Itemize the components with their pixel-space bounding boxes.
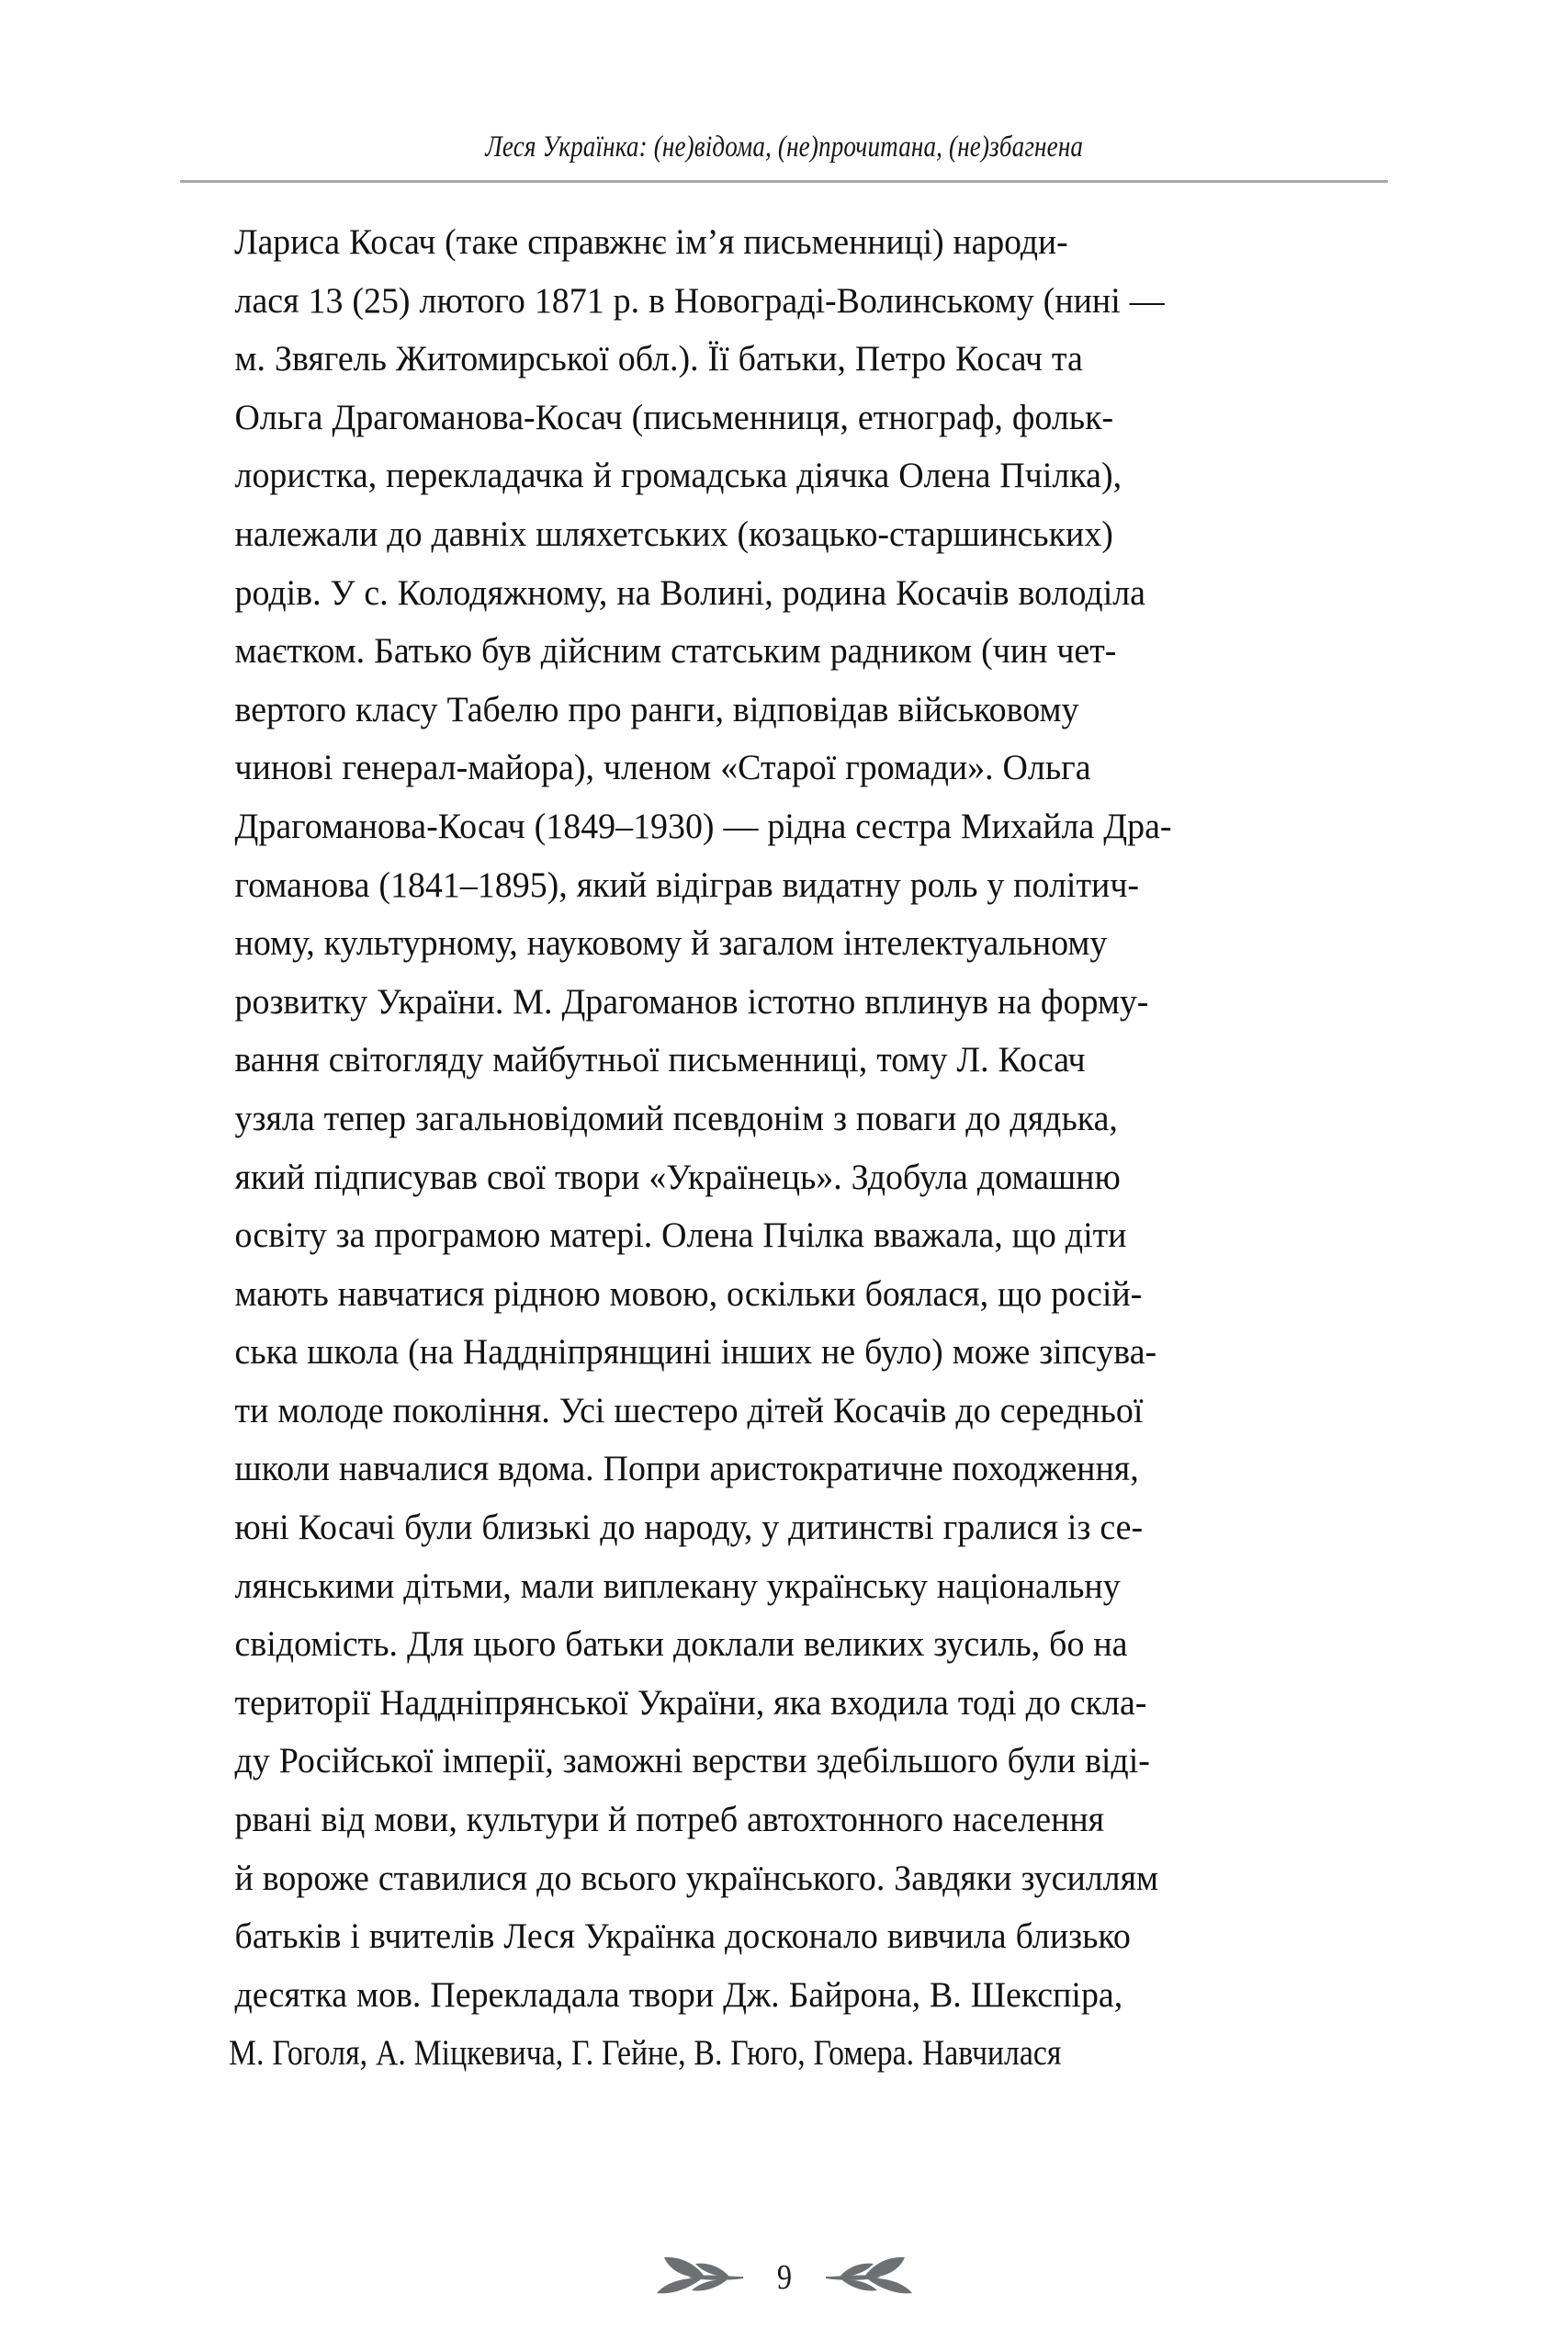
body-paragraph [180, 213, 1383, 2083]
body-line: Драгоманова-Косач (1849–1930) — рідна сестра Михайла Дра- [234, 805, 1172, 846]
body-line: гоманова (1841–1895), який відіграв видатну роль у політич- [234, 864, 1140, 905]
body-line: Лариса Косач (таке справжнє ім’я письменниці) народи- [234, 221, 1068, 262]
body-line: вання світогляду майбутньої письменниці, тому Л. Косач [234, 1039, 1086, 1080]
body-line: свідомість. Для цього батьки доклали великих зусиль, бо на [234, 1623, 1128, 1665]
page-number: 9 [776, 2258, 792, 2297]
body-line: рвані від мови, культури й потреб автохтонного населення [234, 1799, 1105, 1840]
running-head-title: Леся Українка: (не)відома, (не)прочитана, (не)збагнена [485, 130, 1083, 164]
body-line: школи навчалися вдома. Попри аристократичне походження, [234, 1448, 1139, 1489]
body-line: лянськими дітьми, мали виплекану українську національну [234, 1565, 1121, 1606]
body-line: М. Гоголя, А. Міцкевича, Г. Гейне, В. Гюго, Гомера. Навчилася [229, 2032, 1062, 2074]
body-line: належали до давніх шляхетських (козацько-старшинських) [234, 513, 1113, 554]
body-line: ська школа (на Наддніпрянщині інших не було) може зіпсува- [234, 1331, 1157, 1373]
leaf-flourish-right-icon [820, 2249, 929, 2306]
body-line: ному, культурному, науковому й загалом інтелектуальному [234, 922, 1108, 964]
body-line: батьків і вчителів Леся Українка досконало вивчила близько [234, 1916, 1131, 1957]
page-footer [0, 2227, 1568, 2328]
body-line: мають навчатися рідною мовою, оскільки боялася, що росій- [234, 1272, 1143, 1314]
body-line: десятка мов. Перекладала твори Дж. Байрона, В. Шекспіра, [234, 1973, 1123, 2015]
leaf-flourish-left-icon [640, 2249, 749, 2306]
body-text-block [180, 213, 1383, 2083]
body-line: лористка, перекладачка й громадська діячка Олена Пчілка), [234, 455, 1122, 496]
body-line: вертого класу Табелю про ранги, відповідав військовому [234, 688, 1079, 729]
body-line: чинові генерал-майора), членом «Старої громади». Ольга [234, 747, 1091, 788]
body-line: території Наддніпрянської України, яка входила тоді до скла- [234, 1681, 1147, 1723]
running-head [0, 130, 1568, 164]
body-line: родів. У с. Колодяжному, на Волині, родина Косачів володіла [234, 571, 1146, 613]
body-line: розвитку України. М. Драгоманов істотно вплинув на форму- [234, 980, 1149, 1022]
body-line: ду Російської імперії, заможні верстви здебільшого були віді- [234, 1740, 1150, 1781]
body-line: м. Звягель Житомирської обл.). Її батьки, Петро Косач та [234, 338, 1083, 379]
body-line: освіту за програмою матері. Олена Пчілка вважала, що діти [234, 1215, 1127, 1256]
body-line: лася 13 (25) лютого 1871 р. в Новограді-Волинському (нині — [234, 279, 1165, 321]
header-divider-rule [180, 180, 1388, 183]
body-line: юні Косачі були близькі до народу, у дитинстві гралися із се- [234, 1507, 1144, 1548]
body-line: Ольга Драгоманова-Косач (письменниця, етнограф, фольк- [234, 396, 1114, 437]
body-line: узяла тепер загальновідомий псевдонім з поваги до дядька, [234, 1097, 1118, 1138]
body-line: й вороже ставилися до всього українського. Завдяки зусиллям [234, 1857, 1159, 1898]
body-line: маєтком. Батько був дійсним статським радником (чин чет- [234, 630, 1117, 672]
body-line: ти молоде покоління. Усі шестеро дітей Косачів до середньої [234, 1389, 1144, 1430]
body-line: який підписував свої твори «Українець». Здобула домашню [234, 1156, 1121, 1197]
